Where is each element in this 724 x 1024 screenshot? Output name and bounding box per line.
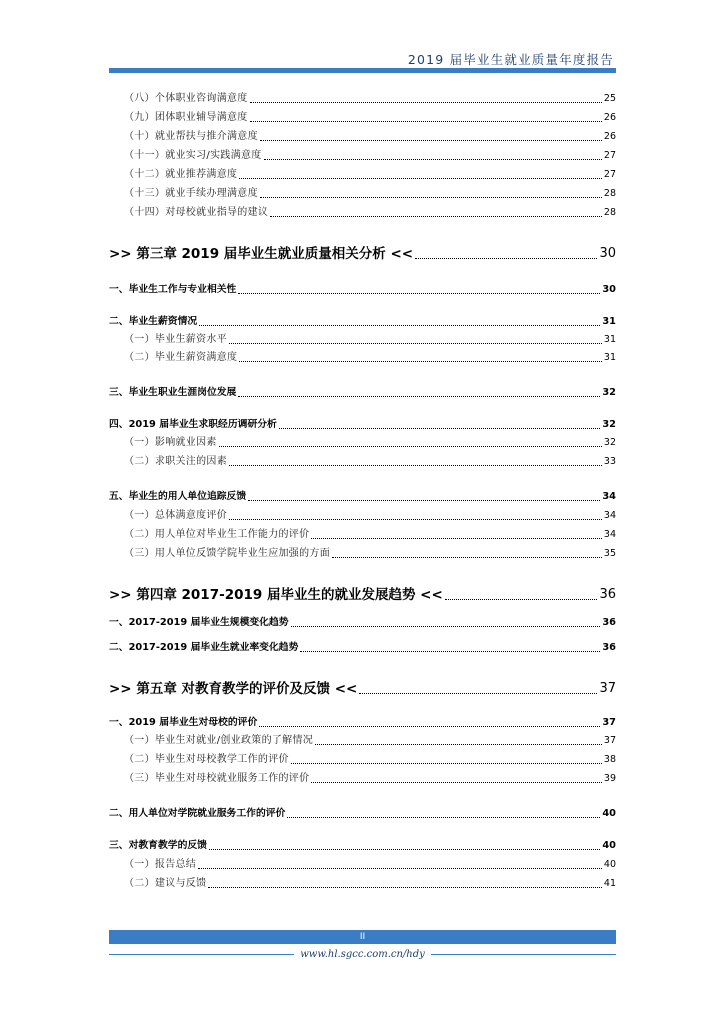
toc-entry-page: 32 [602, 387, 616, 398]
toc-entry-label: 一、毕业生工作与专业相关性 [109, 284, 237, 295]
toc-entry-label: 二、用人单位对学院就业服务工作的评价 [109, 808, 286, 819]
toc-entry-page: 27 [603, 150, 616, 161]
toc-entry-label: 二、毕业生薪资情况 [109, 316, 198, 327]
dot-leader [250, 102, 602, 103]
toc-entry-sub[interactable] [109, 108, 616, 124]
dot-leader [229, 519, 602, 520]
dot-leader [291, 626, 601, 627]
dot-leader [260, 140, 602, 141]
toc-entry-page: 34 [603, 529, 616, 540]
toc-entry-chapter[interactable] [109, 584, 616, 604]
toc-entry-page: 33 [603, 456, 616, 467]
toc-entry-page: 31 [602, 316, 616, 327]
footer-rule-right [431, 954, 616, 955]
toc-entry-label: 二、2017-2019 届毕业生就业率变化趋势 [109, 642, 299, 653]
toc-entry-page: 30 [599, 246, 616, 261]
dot-leader [238, 293, 600, 294]
toc-entry-sub[interactable] [109, 348, 616, 364]
footer-rule-left [109, 954, 294, 955]
toc-entry-label: （二）用人单位对毕业生工作能力的评价 [124, 529, 310, 540]
dot-leader [311, 538, 602, 539]
dot-leader [239, 361, 602, 362]
toc-entry-label: （十三）就业手续办理满意度 [124, 188, 258, 199]
toc-entry-section[interactable] [109, 312, 616, 328]
toc-entry-label: （一）报告总结 [124, 859, 197, 870]
toc-entry-label: >> 第三章 2019 届毕业生就业质量相关分析 << [109, 246, 414, 262]
toc-entry-sub[interactable] [109, 184, 616, 200]
dot-leader [250, 121, 602, 122]
toc-entry-label: （一）毕业生对就业/创业政策的了解情况 [124, 735, 314, 746]
toc-entry-section[interactable] [109, 836, 616, 852]
toc-entry-page: 26 [603, 112, 616, 123]
dot-leader [248, 500, 600, 501]
toc-entry-label: 三、毕业生职业生涯岗位发展 [109, 387, 237, 398]
dot-leader [315, 744, 602, 745]
dot-leader [291, 763, 602, 764]
dot-leader [219, 446, 602, 447]
toc-entry-label: （十二）就业推荐满意度 [124, 169, 238, 180]
toc-entry-sub[interactable] [109, 506, 616, 522]
toc-entry-label: 四、2019 届毕业生求职经历调研分析 [109, 419, 277, 430]
dot-leader [229, 465, 602, 466]
toc-entry-page: 26 [603, 131, 616, 142]
toc-entry-page: 27 [603, 169, 616, 180]
dot-leader [264, 159, 602, 160]
toc-entry-label: （十）就业帮扶与推介满意度 [124, 131, 258, 142]
dot-leader [239, 178, 602, 179]
toc-entry-page: 39 [603, 773, 616, 784]
dot-leader [199, 325, 600, 326]
toc-entry-sub[interactable] [109, 855, 616, 871]
toc-entry-sub[interactable] [109, 452, 616, 468]
toc-entry-label: （二）毕业生对母校教学工作的评价 [124, 754, 289, 765]
toc-entry-page: 40 [603, 859, 616, 870]
toc-entry-label: （十四）对母校就业指导的建议 [124, 207, 269, 218]
footer-bar [109, 930, 616, 944]
dot-leader [311, 782, 602, 783]
dot-leader [208, 887, 602, 888]
toc-entry-label: （一）总体满意度评价 [124, 510, 227, 521]
toc-entry-page: 38 [603, 754, 616, 765]
toc-entry-chapter[interactable] [109, 678, 616, 698]
dot-leader [359, 693, 597, 694]
toc-entry-sub[interactable] [109, 731, 616, 747]
footer-url-row [109, 947, 616, 961]
toc-entry-page: 36 [602, 617, 616, 628]
dot-leader [238, 396, 600, 397]
toc-entry-page: 30 [602, 284, 616, 295]
toc-entry-page: 28 [603, 188, 616, 199]
toc-entry-sub[interactable] [109, 544, 616, 560]
toc-entry-section[interactable] [109, 638, 616, 654]
toc-entry-page: 25 [603, 93, 616, 104]
dot-leader [229, 343, 602, 344]
toc-entry-page: 32 [602, 419, 616, 430]
toc-entry-sub[interactable] [109, 146, 616, 162]
toc-entry-label: （一）影响就业因素 [124, 437, 217, 448]
toc-entry-page: 36 [602, 642, 616, 653]
toc-entry-page: 32 [603, 437, 616, 448]
dot-leader [332, 557, 602, 558]
toc-entry-label: （二）建议与反馈 [124, 878, 207, 889]
dot-leader [279, 428, 601, 429]
dot-leader [260, 197, 602, 198]
dot-leader [300, 651, 600, 652]
toc-entry-page: 31 [603, 352, 616, 363]
toc-entry-section[interactable] [109, 415, 616, 431]
toc-entry-label: 一、2017-2019 届毕业生规模变化趋势 [109, 617, 289, 628]
footer-url: www.hl.sgcc.com.cn/hdy [300, 948, 425, 960]
toc-entry-section[interactable] [109, 487, 616, 503]
page-number: II [359, 932, 366, 942]
running-header-title: 2019 届毕业生就业质量年度报告 [407, 52, 614, 67]
toc-entry-page: 37 [599, 681, 616, 696]
toc-entry-chapter[interactable] [109, 243, 616, 263]
toc-entry-page: 35 [603, 548, 616, 559]
toc-entry-page: 41 [603, 878, 616, 889]
toc-entry-label: （三）用人单位反馈学院毕业生应加强的方面 [124, 548, 330, 559]
toc-entry-page: 40 [602, 840, 616, 851]
toc-entry-page: 28 [603, 207, 616, 218]
toc-entry-section[interactable] [109, 383, 616, 399]
toc-entry-page: 37 [602, 717, 616, 728]
toc-entry-sub[interactable] [109, 203, 616, 219]
dot-leader [445, 599, 598, 600]
toc-entry-sub[interactable] [109, 433, 616, 449]
toc-entry-label: （九）团体职业辅导满意度 [124, 112, 248, 123]
toc-entry-label: （三）毕业生对母校就业服务工作的评价 [124, 773, 310, 784]
toc-entry-label: （一）毕业生薪资水平 [124, 334, 227, 345]
toc-entry-label: >> 第四章 2017-2019 届毕业生的就业发展趋势 << [109, 587, 443, 603]
dot-leader [270, 216, 602, 217]
toc-entry-page: 34 [602, 491, 616, 502]
toc-entry-page: 31 [603, 334, 616, 345]
toc-entry-sub[interactable] [109, 750, 616, 766]
dot-leader [287, 817, 600, 818]
toc-entry-sub[interactable] [109, 89, 616, 105]
dot-leader [198, 868, 602, 869]
toc-entry-sub[interactable] [109, 525, 616, 541]
toc-entry-section[interactable] [109, 613, 616, 629]
toc-entry-sub[interactable] [109, 127, 616, 143]
toc-entry-sub[interactable] [109, 330, 616, 346]
toc-entry-label: 三、对教育教学的反馈 [109, 840, 207, 851]
toc-entry-label: （八）个体职业咨询满意度 [124, 93, 248, 104]
dot-leader [259, 726, 600, 727]
toc-entry-page: 36 [599, 587, 616, 602]
toc-entry-page: 40 [602, 808, 616, 819]
toc-entry-section[interactable] [109, 713, 616, 729]
toc-entry-label: （十一）就业实习/实践满意度 [124, 150, 262, 161]
toc-entry-label: >> 第五章 对教育教学的评价及反馈 << [109, 681, 358, 697]
toc-entry-section[interactable] [109, 804, 616, 820]
toc-entry-label: （二）毕业生薪资满意度 [124, 352, 238, 363]
toc-entry-label: 五、毕业生的用人单位追踪反馈 [109, 491, 247, 502]
toc-entry-sub[interactable] [109, 165, 616, 181]
toc-entry-sub[interactable] [109, 874, 616, 890]
header-bar [109, 68, 616, 73]
toc-entry-label: 一、2019 届毕业生对母校的评价 [109, 717, 258, 728]
dot-leader [209, 849, 600, 850]
dot-leader [415, 258, 597, 259]
toc-entry-label: （二）求职关注的因素 [124, 456, 227, 467]
toc-entry-sub[interactable] [109, 769, 616, 785]
toc-entry-page: 37 [603, 735, 616, 746]
toc-entry-section[interactable] [109, 280, 616, 296]
toc-entry-page: 34 [603, 510, 616, 521]
